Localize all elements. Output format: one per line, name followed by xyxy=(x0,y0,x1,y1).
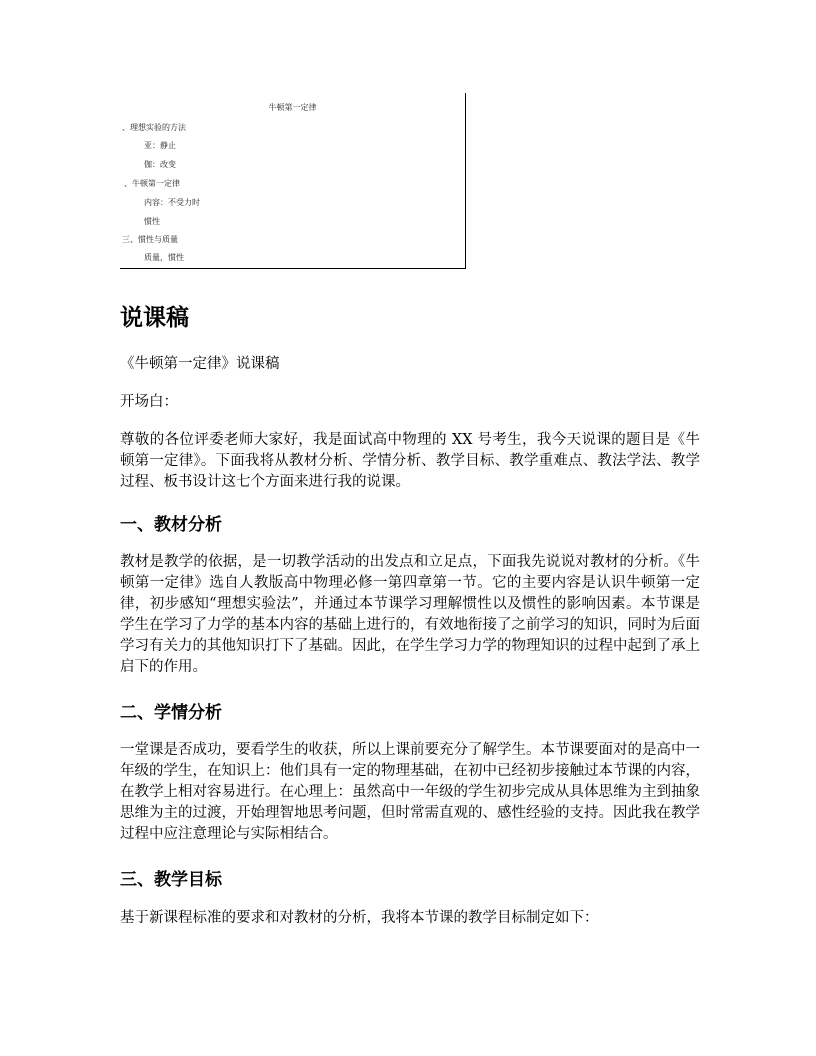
board-line: 、牛顿第一定律 xyxy=(124,179,180,188)
blackboard-design-image xyxy=(120,93,466,269)
board-line: 质量，惯性 xyxy=(144,253,184,262)
section-teaching-goals-paragraph: 基于新课程标准的要求和对教材的分析，我将本节课的教学目标制定如下： xyxy=(120,910,599,926)
section-heading-student-analysis: 二、学情分析 xyxy=(120,703,222,723)
board-title: 牛顿第一定律 xyxy=(268,103,317,112)
section-student-analysis-paragraph: 一堂课是否成功，要看学生的收获，所以上课前要充分了解学生。本节课要面对的是高中一年级的学生，在知识上：他们具有一定的物理基础，在初中已经初步接触过本节课的内容，在教学上相对容易进行。在心理上：虽然高中一年级的学生初步完成从具体思维为主到抽象思维为主的过渡，开始理智地思考问题，但时常需直观的、感性经验的支持。因此我在教学过程中应注意理论与实际相结合。 xyxy=(120,742,700,842)
section-heading-textbook-analysis: 一、教材分析 xyxy=(120,515,222,535)
document-title: 说课稿 xyxy=(120,305,189,331)
opening-label: 开场白： xyxy=(120,394,178,410)
board-line: 亚：静止 xyxy=(144,141,176,150)
opening-paragraph: 尊敬的各位评委老师大家好，我是面试高中物理的 XX 号考生，我今天说课的题目是《牛顿第一定律》。下面我将从教材分析、学情分析、教学目标、教学重难点、教法学法、教学过程、板书设计这七个方面来进行我的说课。 xyxy=(120,432,700,490)
board-line: 三、惯性与质量 xyxy=(122,235,178,244)
section-textbook-analysis-paragraph: 教材是教学的依据，是一切教学活动的出发点和立足点，下面我先说说对教材的分析。《牛顿第一定律》选自人教版高中物理必修一第四章第一节。它的主要内容是认识牛顿第一定律，初步感知“理想实验法”，并通过本节课学习理解惯性以及惯性的影响因素。本节课是学生在学习了力学的基本内容的基础上进行的，有效地衔接了之前学习的知识，同时为后面学习有关力的其他知识打下了基础。因此，在学生学习力学的物理知识的过程中起到了承上启下的作用。 xyxy=(120,554,700,675)
board-line: 伽：改变 xyxy=(144,160,176,169)
board-line: 、理想实验的方法 xyxy=(122,123,186,132)
document-subtitle: 《牛顿第一定律》说课稿 xyxy=(120,356,280,372)
board-line: 惯性 xyxy=(144,217,160,226)
section-heading-teaching-goals: 三、教学目标 xyxy=(120,870,222,890)
board-line: 内容：不受力时 xyxy=(144,198,200,207)
